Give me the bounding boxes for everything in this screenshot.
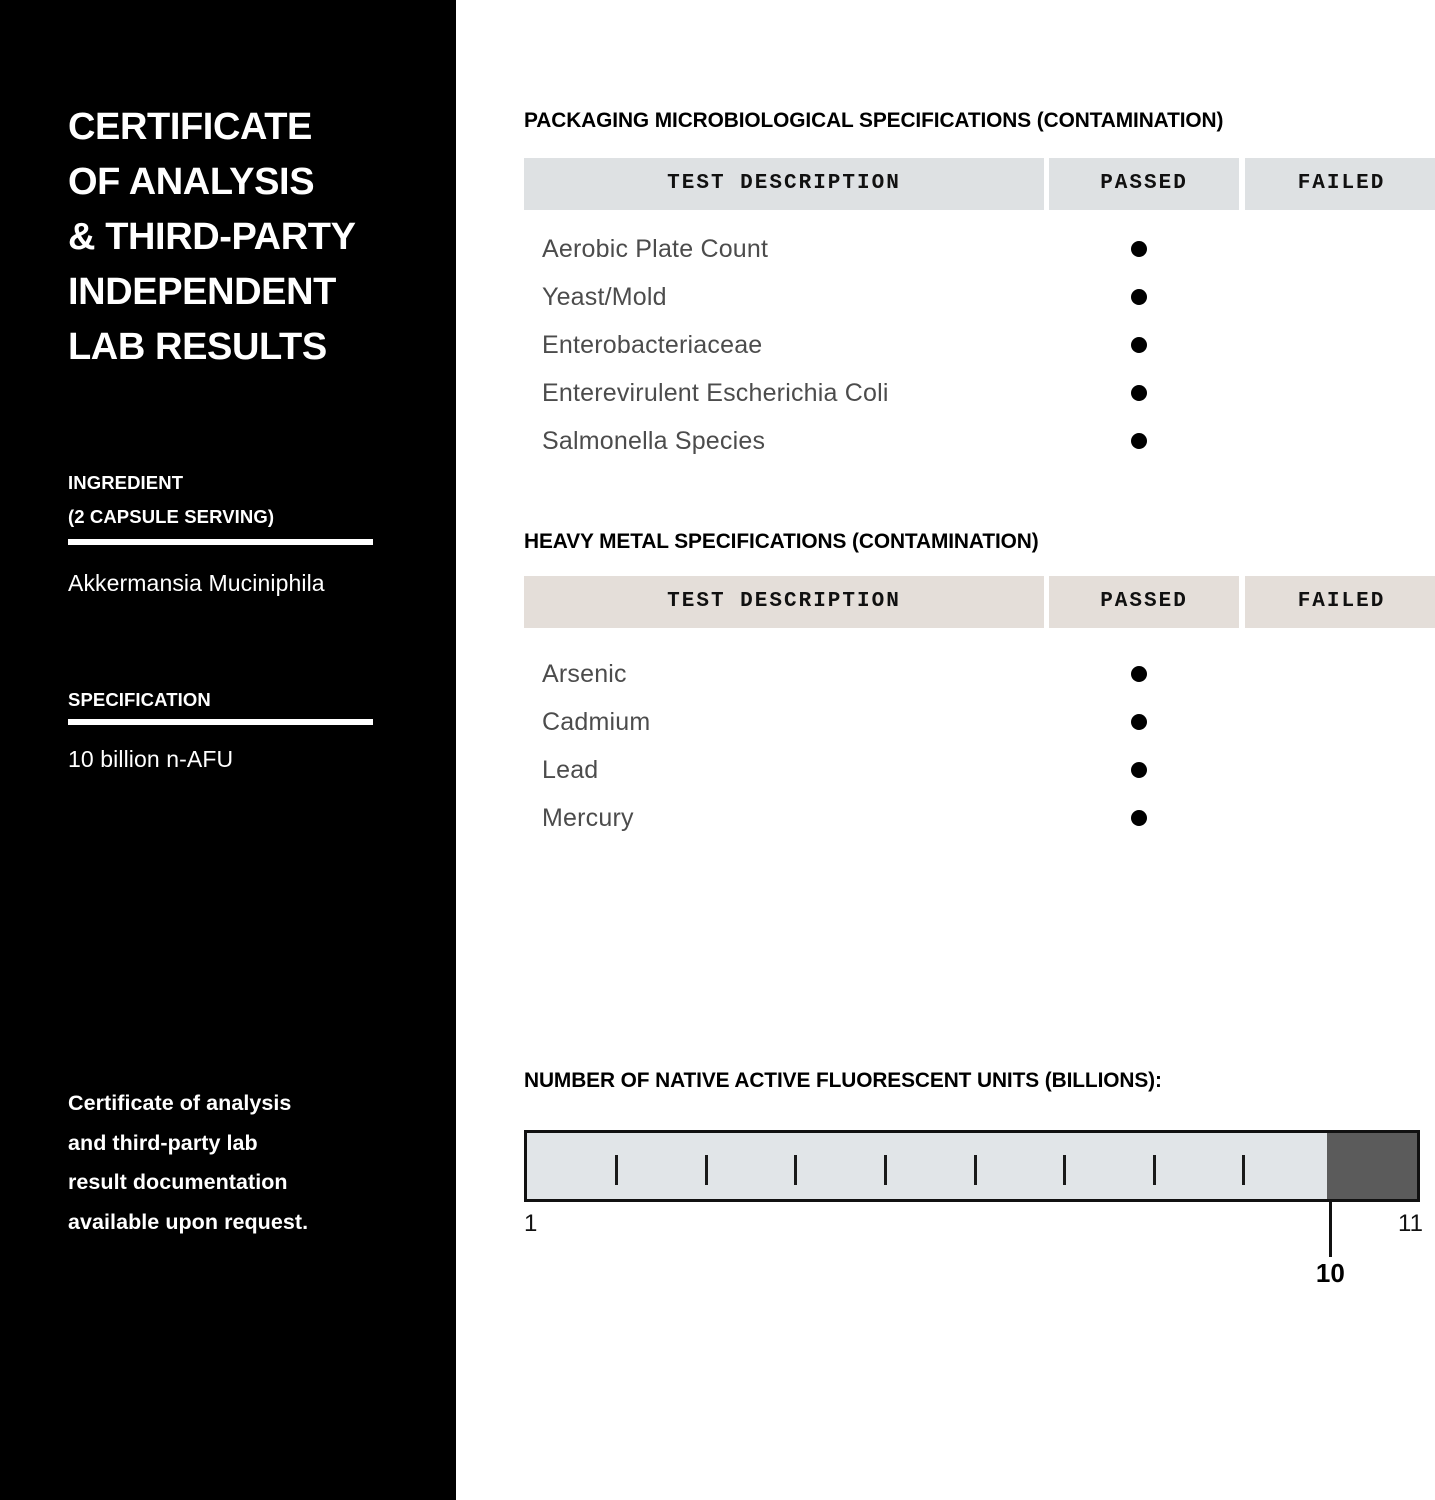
microbiological-section-heading: PACKAGING MICROBIOLOGICAL SPECIFICATIONS (CONTAMINATION)	[524, 108, 1224, 132]
page-title-line-5: LAB RESULTS	[68, 326, 327, 368]
scale-tick	[884, 1155, 887, 1185]
scale-fill-segment	[1327, 1133, 1417, 1199]
test-description: Aerobic Plate Count	[542, 235, 769, 263]
test-description: Yeast/Mold	[542, 283, 667, 311]
main-content	[456, 0, 1435, 1500]
passed-marker-cell	[1131, 794, 1179, 842]
fluorescent-units-heading: NUMBER OF NATIVE ACTIVE FLUORESCENT UNITS (BILLIONS):	[524, 1068, 1162, 1092]
scale-tick	[705, 1155, 708, 1185]
column-header-test-description: TEST DESCRIPTION	[524, 158, 1044, 210]
passed-dot-icon	[1131, 433, 1147, 449]
passed-dot-icon	[1131, 666, 1147, 682]
table-row	[456, 417, 1435, 465]
test-description: Mercury	[542, 804, 634, 832]
page-title-line-1: CERTIFICATE	[68, 106, 312, 148]
scale-tick	[974, 1155, 977, 1185]
table-row	[456, 698, 1435, 746]
passed-dot-icon	[1131, 810, 1147, 826]
test-description: Enterevirulent Escherichia Coli	[542, 379, 889, 407]
scale-track	[524, 1130, 1420, 1202]
ingredient-label	[68, 466, 428, 534]
passed-dot-icon	[1131, 762, 1147, 778]
column-header-failed: FAILED	[1245, 158, 1435, 210]
ingredient-divider	[68, 539, 373, 545]
passed-marker-cell	[1131, 369, 1179, 417]
table-row	[456, 273, 1435, 321]
sidebar-panel	[0, 0, 456, 1500]
passed-dot-icon	[1131, 289, 1147, 305]
test-description: Arsenic	[542, 660, 627, 688]
scale-tick	[1153, 1155, 1156, 1185]
specification-label	[68, 683, 428, 717]
test-description: Cadmium	[542, 708, 651, 736]
specification-value: 10 billion n-AFU	[68, 746, 234, 772]
availability-footnote	[68, 1084, 408, 1242]
table-row	[456, 225, 1435, 273]
table-row	[456, 746, 1435, 794]
table-row	[456, 794, 1435, 842]
page-title-line-4: INDEPENDENT	[68, 271, 336, 313]
passed-marker-cell	[1131, 698, 1179, 746]
passed-dot-icon	[1131, 337, 1147, 353]
passed-marker-cell	[1131, 650, 1179, 698]
passed-marker-cell	[1131, 746, 1179, 794]
scale-tick	[1063, 1155, 1066, 1185]
scale-tick	[615, 1155, 618, 1185]
specification-label-text: SPECIFICATION	[68, 689, 211, 710]
test-description: Lead	[542, 756, 599, 784]
page-title	[68, 100, 428, 375]
passed-marker-cell	[1131, 321, 1179, 369]
test-description: Salmonella Species	[542, 427, 766, 455]
column-header-passed: PASSED	[1049, 158, 1239, 210]
passed-dot-icon	[1131, 385, 1147, 401]
specification-divider	[68, 719, 373, 725]
passed-marker-cell	[1131, 225, 1179, 273]
passed-marker-cell	[1131, 273, 1179, 321]
page-title-line-2: OF ANALYSIS	[68, 161, 315, 203]
passed-marker-cell	[1131, 417, 1179, 465]
table-row	[456, 369, 1435, 417]
table-row	[456, 650, 1435, 698]
scale-marker-label: 10	[1315, 1258, 1345, 1288]
scale-min-label: 1	[524, 1210, 538, 1237]
passed-dot-icon	[1131, 714, 1147, 730]
availability-footnote-line-1: Certificate of analysis	[68, 1091, 292, 1115]
availability-footnote-line-3: result documentation	[68, 1170, 288, 1194]
passed-dot-icon	[1131, 241, 1147, 257]
test-description: Enterobacteriaceae	[542, 331, 763, 359]
ingredient-label-line-2: (2 CAPSULE SERVING)	[68, 506, 275, 527]
availability-footnote-line-2: and third-party lab	[68, 1130, 258, 1155]
availability-footnote-line-4: available upon request.	[68, 1209, 309, 1234]
scale-tick	[794, 1155, 797, 1185]
ingredient-label-line-1: INGREDIENT	[68, 472, 184, 493]
heavy-metal-section-heading: HEAVY METAL SPECIFICATIONS (CONTAMINATION)	[524, 529, 1039, 553]
ingredient-value: Akkermansia Muciniphila	[68, 570, 325, 596]
column-header-test-description: TEST DESCRIPTION	[524, 576, 1044, 628]
table-row	[456, 321, 1435, 369]
page-title-line-3: & THIRD-PARTY	[68, 216, 356, 258]
scale-max-label: 11	[1398, 1210, 1423, 1237]
column-header-failed: FAILED	[1245, 576, 1435, 628]
scale-tick	[1242, 1155, 1245, 1185]
fluorescent-units-scale	[524, 1130, 1423, 1288]
scale-marker-line	[1329, 1202, 1332, 1257]
column-header-passed: PASSED	[1049, 576, 1239, 628]
